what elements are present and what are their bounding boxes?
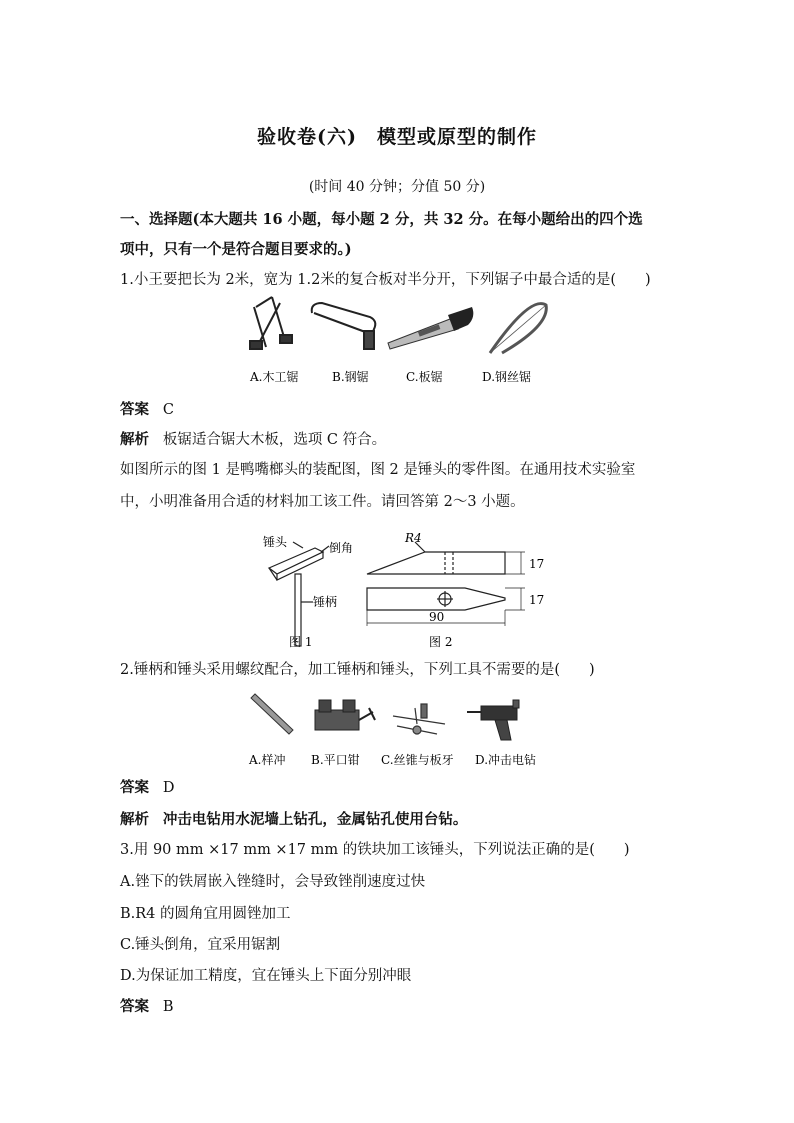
q1-answer-label: 答案: [120, 401, 149, 418]
q1-stem: 1.小王要把长为 2米，宽为 1.2米的复合板对半分开，下列锯子中最合适的是( ): [120, 272, 651, 288]
q3-stem: 3.用 90 mm ×17 mm ×17 mm 的铁块加工该锤头，下列说法正确的是( ): [120, 842, 630, 858]
intro-line2: 中，小明准备用合适的材料加工该工件。请回答第 2～3 小题。: [120, 494, 525, 510]
q1-saw-figures: [240, 295, 560, 395]
dim-length: 90: [429, 610, 445, 624]
q2-answer: [120, 778, 680, 798]
page-title: 验收卷(六) 模型或原型的制作: [257, 126, 537, 148]
q3-option-d: D.为保证加工精度，宜在锤头上下面分别冲眼: [120, 968, 412, 984]
section-heading-line1: 一、选择题(本大题共 16 小题，每小题 2 分，共 32 分。在每小题给出的四个选: [120, 211, 643, 228]
q2-answer-value: D: [162, 780, 175, 796]
dim-height-top: 17: [529, 557, 545, 571]
hammer-figures: [255, 530, 545, 655]
hammer-assembly-drawing: [269, 542, 329, 646]
q2-option-c: C.丝锥与板牙: [381, 753, 454, 767]
q2-analysis-label: 解析: [120, 811, 149, 828]
q2-option-a: A.样冲: [249, 753, 286, 767]
q2-analysis-text: 冲击电钻用水泥墙上钻孔，金属钻孔使用台钻。: [162, 811, 468, 828]
hammer-part-drawing: [367, 542, 525, 626]
section-heading-line2: 项中，只有一个是符合题目要求的。): [120, 241, 352, 258]
q3-option-c: C.锤头倒角，宜采用锯割: [120, 937, 281, 953]
label-handle: 锤柄: [313, 595, 338, 609]
wood-saw-image: [250, 297, 292, 349]
q1-analysis-label: 解析: [120, 431, 149, 448]
q2-answer-label: 答案: [120, 779, 149, 796]
wire-saw-image: [490, 304, 546, 353]
q2-option-d: D.冲击电钻: [475, 753, 537, 767]
q3-answer: [120, 997, 680, 1017]
intro-line1: 如图所示的图 1 是鸭嘴榔头的装配图，图 2 是锤头的零件图。在通用技术实验室: [120, 462, 636, 478]
hacksaw-image: [312, 303, 376, 349]
q2-option-b: B.平口钳: [311, 753, 360, 767]
impact-drill-image: [467, 700, 519, 740]
figure1-caption: 图 1: [289, 635, 313, 649]
flat-vise-image: [315, 700, 375, 730]
q2-tool-figures: [245, 690, 565, 770]
center-punch-image: [251, 694, 293, 734]
q1-analysis-text: 板锯适合锯大木板，选项 C 符合。: [162, 432, 387, 448]
q2-analysis: [120, 810, 680, 830]
q1-option-b: B.钢锯: [332, 370, 369, 384]
q3-option-b: B.R4 的圆角宜用圆锉加工: [120, 906, 291, 922]
page-subtitle: (时间 40 分钟；分值 50 分): [308, 179, 486, 195]
q2-stem: 2.锤柄和锤头采用螺纹配合，加工锤柄和锤头，下列工具不需要的是( ): [120, 662, 595, 678]
q1-answer-value: C: [162, 402, 174, 418]
dim-height-bottom: 17: [529, 593, 545, 607]
label-hammer-head: 锤头: [263, 535, 288, 549]
label-chamfer: 倒角: [329, 541, 354, 555]
q1-option-a: A.木工锯: [250, 370, 299, 384]
panel-saw-image: [388, 307, 473, 349]
q3-answer-value: B: [162, 999, 174, 1015]
q1-option-c: C.板锯: [406, 370, 443, 384]
q3-option-a: A.锉下的铁屑嵌入锉缝时，会导致锉削速度过快: [120, 874, 426, 890]
figure2-caption: 图 2: [429, 635, 453, 649]
q1-analysis: [120, 430, 680, 450]
q1-answer: [120, 400, 680, 420]
dim-radius: R4: [405, 531, 422, 545]
tap-and-die-image: [393, 704, 445, 734]
q3-answer-label: 答案: [120, 998, 149, 1015]
q1-option-d: D.钢丝锯: [482, 370, 532, 384]
